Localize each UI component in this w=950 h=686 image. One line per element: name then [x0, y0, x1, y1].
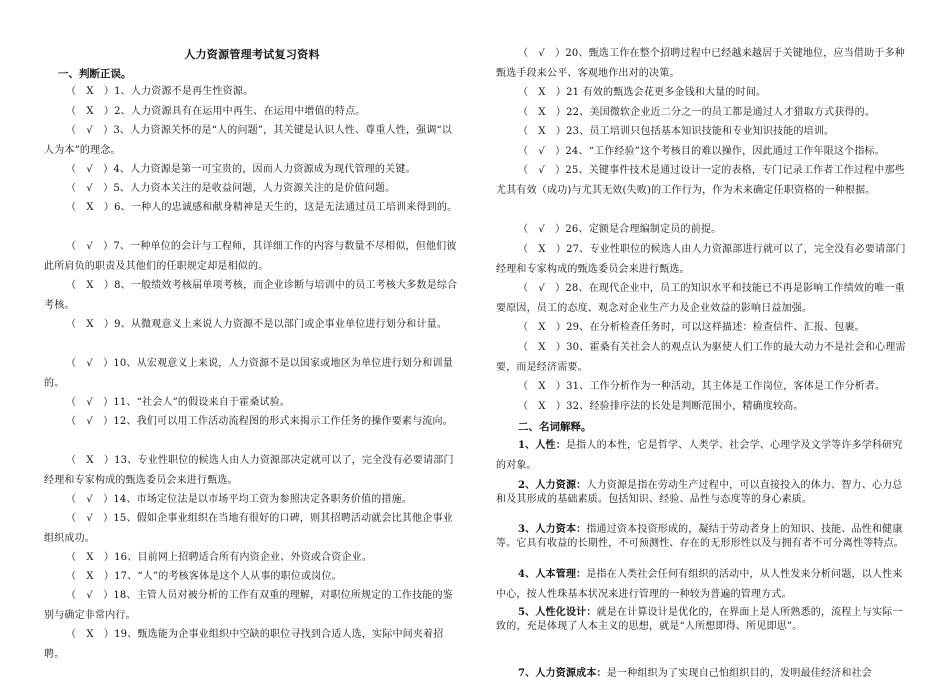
term-label: 1、人性：	[518, 440, 566, 451]
list-item: （ √ ）7、一种单位的会计与工程师，其详细工作的内容与数量不尽相似，但他们彼此所肩负的职责及其他们的任职规定却是相似的。	[44, 241, 457, 272]
term-definition: 是指在人类社会任何有组织的活动中，从人性发来分析问题，以人性来中心，按人性珠基本状况来进行管理的一种较为普遍的管理方式。	[496, 569, 903, 600]
list-item: （ √ ）4、人力资源是第一可宝贵的，因而人力资源成为现代管理的关键。	[66, 164, 416, 175]
list-item: （ √ ）5、人力资本关注的是收益问题，人力资源关注的是价值问题。	[66, 183, 396, 194]
list-item: （ √ ）10、从宏观意义上来说，人力资源不是以国家或地区为单位进行划分和训量的。	[44, 358, 453, 389]
list-item: （ X ）30、霍桑有关社会人的观点认为驱使人们工作的最大动力不是社会和心理需要，而是经济需要。	[496, 342, 906, 373]
list-item: （ √ ）12、我们可以用工作活动流程图的形式来揭示工作任务的操作要素与流向。	[66, 416, 453, 427]
list-item: （ X ）32、经验排序法的长处是判断范围小，精确度较高。	[518, 401, 804, 412]
list-item: （ √ ）18、主管人员对被分析的工作有双重的理解，对职位所规定的工作技能的鉴别与确定非常内行。	[44, 590, 453, 621]
term-item	[496, 606, 908, 634]
list-item: （ √ ）25、关键事件技术是通过设计一定的表格，专门记录工作者工作过程中那些尤其有效（成功)与尤其无效(失败)的工作行为，作为未来确定任职资格的一种根据。	[496, 165, 905, 196]
document-title: 人力资源管理考试复习资料	[184, 48, 320, 61]
term-item	[496, 523, 908, 551]
list-item: （ X ）16、目前网上招聘适合所有内资企业、外资或合资企业。	[66, 552, 373, 563]
term-label: 2、人力资源：	[518, 480, 587, 491]
list-item: （ X ）22、美国微软企业近二分之一的员工都是通过人才猎取方式获得的。	[518, 107, 876, 118]
term-item	[496, 436, 908, 475]
list-item: （ √ ）14、市场定位法是以市场平均工资为参照决定各职务价值的措施。	[66, 494, 413, 505]
list-item: （ √ ）24、“工作经验”这个考核目的难以操作，因此通过工作年限这个指标。	[518, 146, 885, 157]
list-item: （ X ）29、在分析检查任务时，可以这样描述：检查信件、汇报、包裹。	[518, 322, 865, 333]
term-definition: 人力资源是指在劳动生产过程中，可以直接投入的体力、智力、心力总和及其形成的基础素质。包括知识、经验、品性与态度等的身心素质。	[496, 480, 903, 505]
list-item: （ √ ）3、人力资源关怀的是“人的问题”，其关键是认识人性、尊重人性，强调“以人为本”的理念。	[44, 125, 453, 156]
list-item: （ X ）1、人力资源不是再生性资源。	[66, 86, 254, 97]
term-definition: 是指人的本性，它是哲学、人类学、社会学、心理学及文学等许多学科研究的对象。	[496, 440, 903, 471]
list-item: （ X ）6、一种人的忠诚感和献身精神是天生的，这是无法通过员工培训来得到的。	[66, 202, 458, 213]
list-item: （ X ）21 有效的甄选会花更多金钱和大量的时间。	[518, 87, 767, 98]
list-item: （ √ ）15、假如企事业组织在当地有很好的口碑，则其招聘活动就会比其他企事业组织成功。	[44, 513, 453, 544]
term-item	[496, 565, 908, 604]
term-item	[496, 664, 908, 684]
list-item: （ √ ）26、定额是合理编制定员的前提。	[518, 224, 722, 235]
term-label: 3、人力资本：	[518, 524, 587, 535]
term-definition: 就是在计算设计是优化的，在界面上是人所熟悉的，流程上与实际一致的，充是体现了人本主义的思想，就是“人所想即得、所见即思”。	[496, 607, 903, 632]
list-item: （ X ）27、专业性职位的候选人由人力资源部进行就可以了，完全没有必要请部门经理和专家构成的甄选委员会来进行甄选。	[496, 244, 906, 275]
list-item: （ X ）13、专业性职位的候选人由人力资源部决定就可以了，完全没有必要请部门经理和专家构成的甄选委员会来进行甄选。	[44, 455, 454, 486]
list-item: （ X ）23、员工培训只包括基本知识技能和专业知识技能的培训。	[518, 126, 835, 137]
section-heading-terms: 二、名词解释。	[518, 421, 592, 433]
list-item: （ √ ）11、“社会人”的假设来自于霍桑试验。	[66, 397, 291, 408]
term-definition: 是一种组织为了实现自己怕组织目的，发明最佳经济和社会	[606, 668, 872, 679]
section-heading-judge: 一、判断正误。	[58, 68, 132, 80]
list-item: （ X ）9、从微观意义上来说人力资源不是以部门或企事业单位进行划分和计量。	[66, 319, 448, 330]
term-definition: 指通过资本投资形成的，凝结于劳动者身上的知识、技能、品性和健康等。它具有收益的长期性，不可预测性、存在的无形形性以及与拥有者不可分离性等特点。	[496, 524, 904, 549]
list-item: （ √ ）28、在现代企业中，员工的知识水平和技能已不再是影响工作绩效的唯一重要原因，员工的态度、观念对企业生产力及企业效益的影响日益加强。	[496, 283, 905, 314]
term-label: 4、人本管理：	[518, 569, 587, 580]
term-label: 5、人性化设计：	[518, 607, 597, 618]
term-item	[496, 479, 908, 507]
list-item: （ X ）2、人力资源具有在运用中再生、在运用中增值的特点。	[66, 106, 366, 117]
list-item: （ X ）17、“人”的考核客体是这个人从事的职位或岗位。	[66, 571, 342, 582]
list-item: （ √ ）20、甄选工作在整个招聘过程中已经越来越居于关键地位，应当借助于多种甄选手段来公平、客观地作出对的决策。	[496, 48, 905, 79]
list-item: （ X ）19、甄选能为企事业组织中空缺的职位寻找到合适人选，实际中间夹着招聘。	[44, 629, 444, 660]
list-item: （ X ）8、一般绩效考核届单项考核，而企业诊断与培训中的员工考核大多数是综合考核。	[44, 280, 458, 311]
list-item: （ X ）31、工作分析作为一种活动，其主体是工作岗位，客体是工作分析者。	[518, 381, 886, 392]
term-label: 7、人力资源成本：	[518, 668, 607, 679]
